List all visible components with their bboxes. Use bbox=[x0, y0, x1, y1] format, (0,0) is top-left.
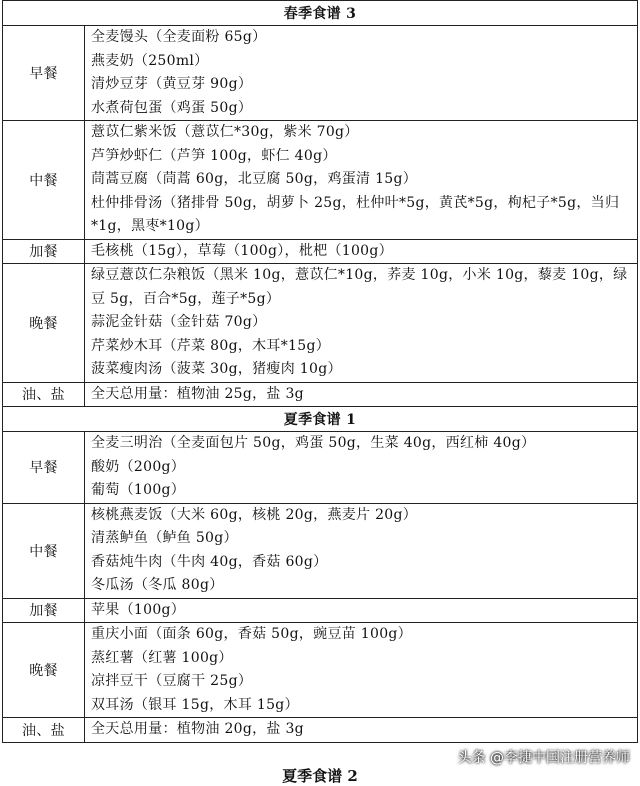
list-item: 核桃燕麦饭（大米 60g，核桃 20g，燕麦片 20g） bbox=[91, 506, 418, 523]
meal-items-dinner bbox=[85, 623, 638, 718]
meal-items-breakfast bbox=[85, 432, 638, 504]
list-item: 绿豆薏苡仁杂粮饭（黑米 10g，薏苡仁*10g，荞麦 10g，小米 10g，藜麦 10g，绿豆 5g，百合*5g，莲子*5g） bbox=[91, 267, 628, 307]
next-table-title: 夏季食谱 2 bbox=[282, 767, 358, 785]
list-item: 燕麦奶（250ml） bbox=[91, 52, 209, 69]
meal-items-snack bbox=[85, 598, 638, 623]
list-item: 蒜泥金针菇（金针菇 70g） bbox=[91, 314, 267, 330]
meal-items-snack bbox=[85, 239, 638, 264]
list-item: 全天总用量：植物油 25g，盐 3g bbox=[91, 385, 304, 402]
meal-label-snack: 加餐 bbox=[3, 598, 85, 623]
list-item: 冬瓜汤（冬瓜 80g） bbox=[91, 577, 224, 593]
list-item: 全麦三明治（全麦面包片 50g，鸡蛋 50g，生菜 40g，西红柿 40g） bbox=[91, 435, 536, 451]
meal-items-lunch bbox=[85, 503, 638, 598]
list-item: 酸奶（200g） bbox=[91, 458, 186, 475]
list-item: 苹果（100g） bbox=[91, 601, 186, 618]
list-item: 蒸红薯（红薯 100g） bbox=[91, 649, 233, 666]
list-item: 全天总用量：植物油 20g，盐 3g bbox=[91, 721, 304, 737]
table-title: 春季食谱 3 bbox=[3, 1, 638, 26]
meal-items-breakfast bbox=[85, 26, 638, 121]
meal-items-oil-salt bbox=[85, 718, 638, 743]
watermark: 头条 @李捷中国注册营养师 bbox=[457, 750, 630, 766]
list-item: 水煮荷包蛋（鸡蛋 50g） bbox=[91, 99, 253, 116]
table-title: 夏季食谱 1 bbox=[3, 407, 638, 432]
list-item: 毛核桃（15g），草莓（100g），枇杷（100g） bbox=[91, 242, 393, 259]
meal-items-lunch bbox=[85, 121, 638, 240]
list-item: 重庆小面（面条 60g，香菇 50g，豌豆苗 100g） bbox=[91, 626, 412, 642]
meal-label-oil-salt: 油、盐 bbox=[3, 718, 85, 743]
list-item: 清炒豆芽（黄豆芽 90g） bbox=[91, 76, 253, 92]
meal-label-lunch: 中餐 bbox=[3, 121, 85, 240]
list-item: 全麦馒头（全麦面粉 65g） bbox=[91, 29, 267, 45]
list-item: 凉拌豆干（豆腐干 25g） bbox=[91, 673, 253, 689]
meal-label-breakfast: 早餐 bbox=[3, 26, 85, 121]
spring-menu-table bbox=[2, 0, 638, 743]
meal-label-breakfast: 早餐 bbox=[3, 432, 85, 504]
list-item: 杜仲排骨汤（猪排骨 50g，胡萝卜 25g，杜仲叶*5g，黄芪*5g，枸杞子*5g，当归*1g，黑枣*10g） bbox=[91, 194, 620, 234]
list-item: 香菇炖牛肉（牛肉 40g，香菇 60g） bbox=[91, 553, 328, 570]
list-item: 茼蒿豆腐（茼蒿 60g，北豆腐 50g，鸡蛋清 15g） bbox=[91, 171, 418, 187]
list-item: 薏苡仁紫米饭（薏苡仁*30g，紫米 70g） bbox=[91, 124, 359, 140]
meal-label-dinner: 晚餐 bbox=[3, 623, 85, 718]
list-item: 芦笋炒虾仁（芦笋 100g，虾仁 40g） bbox=[91, 147, 337, 164]
meal-label-dinner: 晚餐 bbox=[3, 264, 85, 383]
list-item: 菠菜瘦肉汤（菠菜 30g，猪瘦肉 10g） bbox=[91, 361, 342, 377]
meal-items-oil-salt bbox=[85, 382, 638, 407]
list-item: 双耳汤（银耳 15g，木耳 15g） bbox=[91, 696, 299, 713]
meal-label-snack: 加餐 bbox=[3, 239, 85, 264]
meal-items-dinner bbox=[85, 264, 638, 383]
meal-label-lunch: 中餐 bbox=[3, 503, 85, 598]
list-item: 芹菜炒木耳（芹菜 80g，木耳*15g） bbox=[91, 337, 331, 354]
list-item: 葡萄（100g） bbox=[91, 482, 186, 498]
meal-label-oil-salt: 油、盐 bbox=[3, 382, 85, 407]
list-item: 清蒸鲈鱼（鲈鱼 50g） bbox=[91, 530, 238, 546]
